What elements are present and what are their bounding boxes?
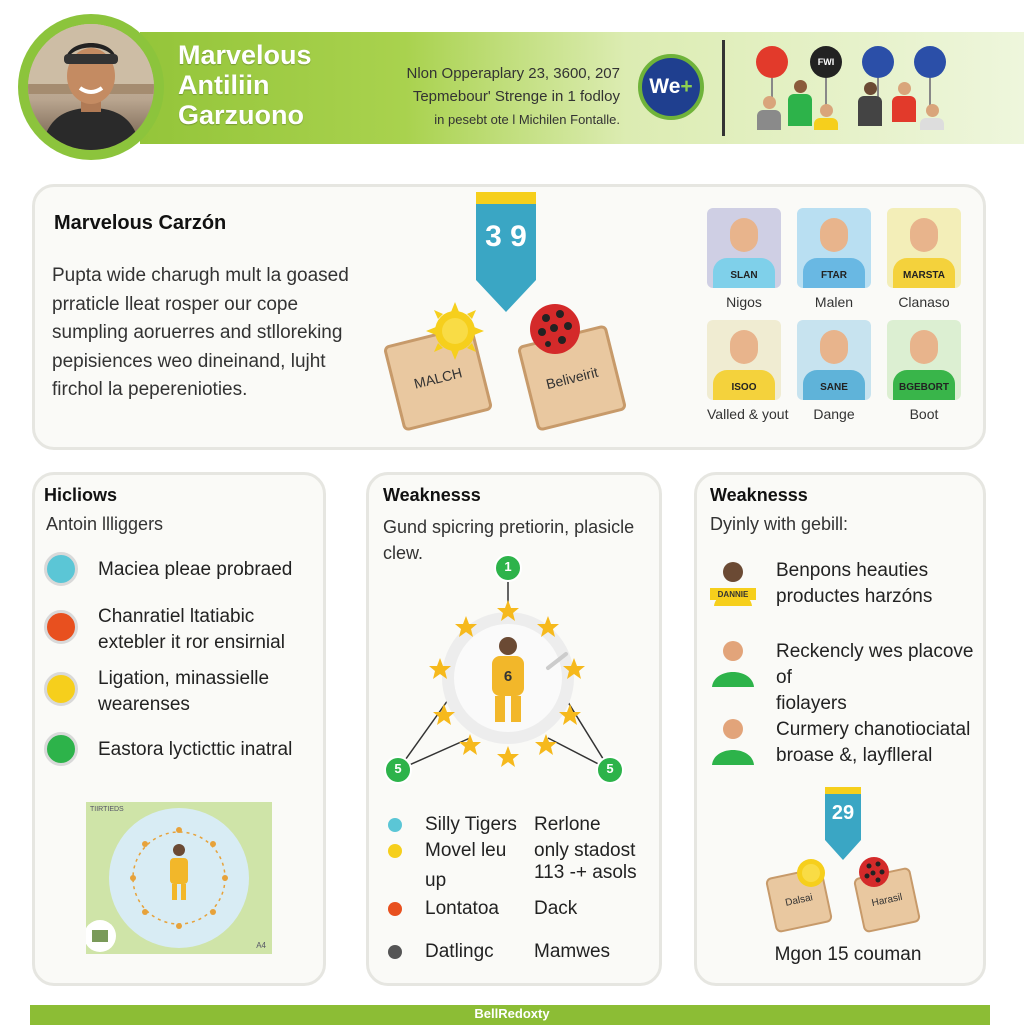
weakness-line: broase &, layflleral bbox=[776, 745, 933, 766]
weakness-line: productes harzóns bbox=[776, 586, 933, 607]
avatar bbox=[28, 24, 154, 150]
weakness-line: fiolayers bbox=[776, 693, 847, 714]
orange-dot-icon bbox=[388, 902, 402, 916]
weakness-right-subtitle: Dyinly with gebill: bbox=[710, 514, 849, 534]
legend-value: only stadost bbox=[534, 840, 636, 861]
orange-dot-icon bbox=[44, 610, 78, 644]
weakness-item-text bbox=[776, 558, 932, 610]
weakness-item[interactable] bbox=[708, 637, 984, 714]
highlight-item[interactable] bbox=[44, 732, 314, 766]
player-tag: FTAR bbox=[821, 270, 847, 281]
jersey-number-small: 29 bbox=[831, 802, 855, 824]
profile-desc-line: firchol la peperenioties. bbox=[52, 379, 248, 400]
player-portrait bbox=[887, 208, 961, 288]
player-tag: SLAN bbox=[730, 270, 758, 281]
legend-value: Rerlone bbox=[534, 814, 601, 835]
profile-desc-line: Pupta wide charugh mult la goased bbox=[52, 265, 349, 286]
highlight-text bbox=[98, 552, 292, 583]
team-badge-icon[interactable] bbox=[862, 46, 894, 78]
teal-dot-icon bbox=[388, 818, 402, 832]
highlight-line: Eastora lycticttic inatral bbox=[98, 739, 293, 760]
logo-plus: + bbox=[680, 75, 693, 98]
person-badge: DANNIE bbox=[717, 590, 749, 599]
player-tag: BGEBORT bbox=[899, 382, 949, 393]
header-name-line: Marvelous bbox=[178, 40, 312, 70]
ball-icon bbox=[858, 856, 890, 888]
player-name: Clanaso bbox=[898, 294, 950, 310]
legend-value: 113 -+ asols bbox=[534, 862, 637, 883]
person-icon bbox=[814, 104, 838, 130]
match-card-label: MALCH bbox=[412, 364, 464, 392]
weakness-item[interactable] bbox=[708, 715, 984, 775]
jersey-number: 3 9 bbox=[485, 220, 527, 253]
mini-card-label: Harasil bbox=[870, 891, 904, 909]
right-panel-caption: Mgon 15 couman bbox=[774, 944, 922, 965]
mini-card-label: Dalsai bbox=[784, 891, 814, 909]
sun-icon bbox=[794, 856, 828, 890]
player-tile[interactable] bbox=[887, 320, 961, 422]
legend-row bbox=[388, 838, 648, 898]
player-name: Valled & yout bbox=[707, 406, 789, 422]
player-name: Malen bbox=[814, 294, 854, 310]
team-badge-icon[interactable] bbox=[756, 46, 788, 78]
weakness-right-title: Weaknesss bbox=[710, 485, 808, 505]
highlight-text bbox=[98, 666, 269, 718]
player-tile[interactable] bbox=[797, 320, 871, 422]
weakness-subtitle-line: Gund spicring pretiorin, plasicle bbox=[383, 517, 635, 537]
player-portrait bbox=[797, 320, 871, 400]
highlight-line: extebler it ror ensirnial bbox=[98, 632, 285, 653]
player-name: Nigos bbox=[726, 294, 762, 310]
header-info-line: Nlon Opperaplary 23, 3600, 207 bbox=[406, 65, 620, 82]
weakness-line: Curmery chanotiociatal bbox=[776, 719, 971, 740]
header-name-line: Antiliin bbox=[178, 70, 270, 100]
highlight-line: Chanratiel ltatiabic bbox=[98, 606, 255, 627]
badge-pin bbox=[929, 78, 931, 106]
highlight-text bbox=[98, 604, 285, 656]
believe-card-label: Beliveirit bbox=[544, 363, 600, 393]
player-portrait bbox=[707, 320, 781, 400]
highlights-subtitle: Antoin llliggers bbox=[46, 514, 164, 534]
sun-icon bbox=[424, 300, 486, 362]
node-top-label: 1 bbox=[504, 559, 512, 574]
node-left-label: 5 bbox=[394, 761, 402, 776]
pitch-label: TIIRTIEDS bbox=[90, 806, 124, 813]
weakness-item[interactable] bbox=[708, 556, 984, 616]
player-portrait bbox=[887, 320, 961, 400]
header-info-line: in pesebt ote l Michilen Fontalle. bbox=[434, 112, 620, 127]
brand-logo[interactable] bbox=[638, 54, 704, 120]
player-photo-icon bbox=[28, 24, 154, 150]
person-icon bbox=[858, 82, 882, 126]
weakness-line: Reckencly wes placove of bbox=[776, 641, 974, 688]
header-info bbox=[380, 62, 620, 131]
player-tile[interactable] bbox=[707, 320, 789, 422]
highlight-item[interactable] bbox=[44, 668, 314, 718]
weakness-item-text bbox=[776, 639, 984, 717]
formation-icon bbox=[86, 802, 272, 954]
pitch-thumbnail[interactable] bbox=[86, 802, 272, 954]
person-icon bbox=[892, 82, 916, 122]
highlight-line: wearenses bbox=[98, 694, 190, 715]
header-player-name bbox=[178, 40, 378, 130]
player-tile[interactable] bbox=[797, 208, 871, 310]
legend-label: Silly Tigers bbox=[425, 814, 517, 835]
grey-dot-icon bbox=[388, 945, 402, 959]
player-portrait bbox=[797, 208, 871, 288]
weakness-item-text bbox=[776, 717, 970, 769]
player-name: Boot bbox=[909, 406, 939, 422]
player-portrait bbox=[707, 208, 781, 288]
legend-label: Movel leu bbox=[425, 840, 507, 861]
legend-value: Mamwes bbox=[534, 941, 611, 962]
person-icon bbox=[708, 715, 758, 765]
player-tag: SANE bbox=[820, 382, 848, 393]
player-tile[interactable] bbox=[707, 208, 781, 310]
header-divider bbox=[722, 40, 725, 136]
highlights-title: Hicliows bbox=[44, 485, 118, 505]
highlight-line: Ligation, minassielle bbox=[98, 668, 270, 689]
badge-pin bbox=[825, 78, 827, 106]
header-name-line: Garzuono bbox=[178, 100, 304, 130]
header-info-line: Tepmebour' Strenge in 1 fodloy bbox=[412, 88, 620, 105]
legend-label: Lontatoa bbox=[425, 898, 499, 919]
legend-value: Dack bbox=[534, 898, 578, 919]
ball-icon bbox=[528, 302, 582, 356]
profile-desc-line: prraticle lleat rosper our cope bbox=[52, 293, 299, 315]
footer-text: BellRedoxty bbox=[474, 1006, 550, 1021]
node-right-label: 5 bbox=[606, 761, 614, 776]
person-icon bbox=[920, 104, 944, 130]
person-icon bbox=[708, 558, 758, 608]
profile-desc-line: sumpling aoruerres and stlloreking bbox=[52, 322, 343, 343]
header bbox=[0, 0, 1024, 170]
weakness-line: Benpons heauties bbox=[776, 560, 929, 581]
jersey-six: 6 bbox=[503, 668, 513, 685]
highlight-item[interactable] bbox=[44, 552, 314, 586]
highlight-item[interactable] bbox=[44, 606, 314, 656]
team-badge-icon[interactable] bbox=[914, 46, 946, 78]
player-tile[interactable] bbox=[887, 208, 961, 310]
legend-label: Datlingc bbox=[425, 941, 494, 962]
yellow-dot-icon bbox=[388, 844, 402, 858]
logo-text: We bbox=[649, 75, 681, 98]
legend-label: up bbox=[425, 870, 447, 891]
team-badge-icon[interactable]: FWI bbox=[810, 46, 842, 78]
player-name: Dange bbox=[813, 406, 855, 422]
person-icon bbox=[757, 96, 781, 130]
highlight-line: Maciea pleae probraed bbox=[98, 559, 293, 580]
yellow-dot-icon bbox=[44, 672, 78, 706]
pitch-corner-label: A4 bbox=[256, 941, 266, 950]
weakness-title: Weaknesss bbox=[383, 485, 481, 505]
player-tag: MARSTA bbox=[902, 270, 946, 281]
profile-name: Marvelous Carzón bbox=[54, 212, 227, 234]
person-icon bbox=[708, 637, 758, 687]
weakness-subtitle-line: clew. bbox=[383, 543, 424, 563]
profile-desc-line: pepisiences weo dineinand, lujht bbox=[52, 350, 326, 372]
player-tag: ISOO bbox=[731, 382, 757, 393]
teal-dot-icon bbox=[44, 552, 78, 586]
green-dot-icon bbox=[44, 732, 78, 766]
person-icon bbox=[788, 80, 812, 126]
highlight-text bbox=[98, 732, 292, 763]
profile-description bbox=[52, 262, 372, 405]
